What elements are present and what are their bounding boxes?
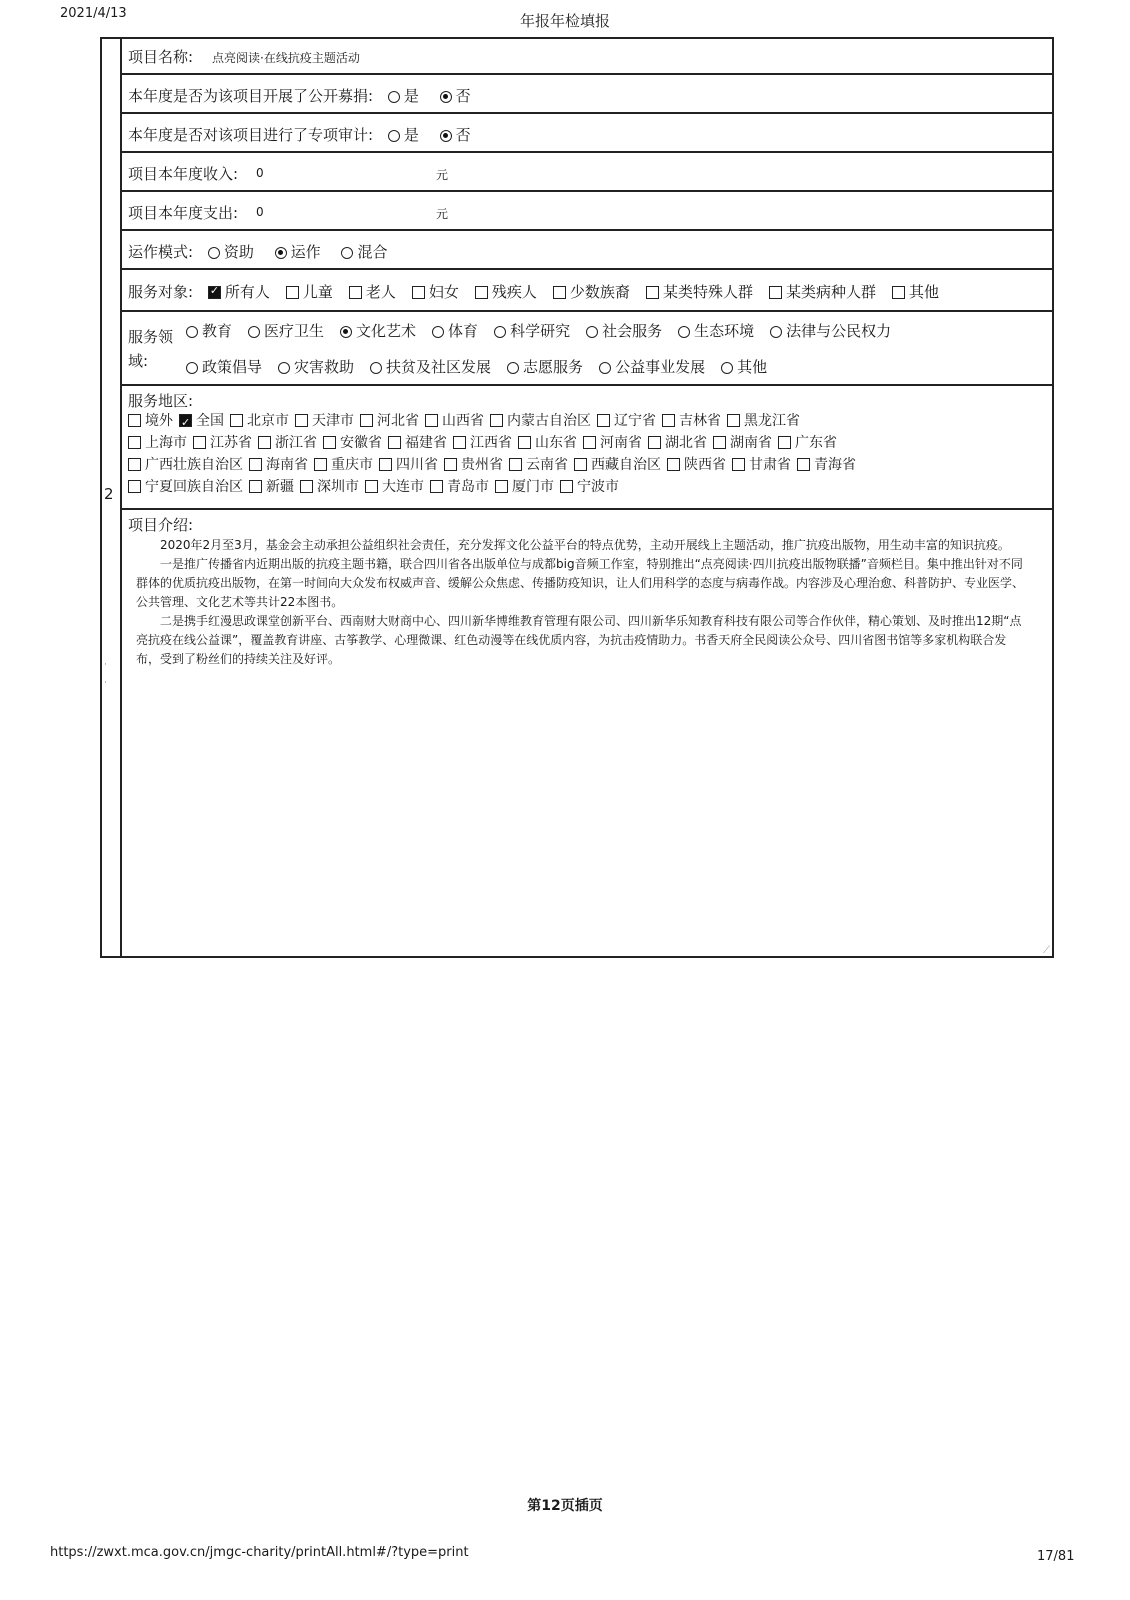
expense-currency: 元 bbox=[436, 207, 449, 221]
service-region-option[interactable]: 江西省 bbox=[451, 432, 512, 454]
region-line bbox=[126, 476, 1046, 498]
operation-mode-label: 运作模式: bbox=[128, 243, 194, 261]
service-region-option[interactable]: 重庆市 bbox=[312, 454, 373, 476]
service-region-option[interactable]: 山东省 bbox=[516, 432, 577, 454]
region-line bbox=[126, 454, 1046, 476]
checkbox-unchecked-icon bbox=[553, 286, 566, 299]
checkbox-unchecked-icon bbox=[314, 458, 327, 471]
introduction-paragraph: 二是携手红漫思政课堂创新平台、西南财大财商中心、四川新华博维教育管理有限公司、四川新华乐知教育科技有限公司等合作伙伴，精心策划、及时推出12期“点亮抗疫在线公益课”，覆盖教育讲座、古筝教学、心理微课、红色动漫等在线优质内容，为抗击疫情助力。书香天府全民阅读公众号、四川省图书馆等多家机构联合发布，受到了粉丝们的持续关注及好评。 bbox=[136, 614, 1022, 666]
service-area-option[interactable]: 公益事业发展 bbox=[589, 356, 705, 377]
service-region-option[interactable]: 宁夏回族自治区 bbox=[126, 476, 243, 498]
radio-unselected-icon bbox=[721, 362, 733, 374]
region-line bbox=[126, 410, 1046, 432]
service-area-option[interactable]: 文化艺术 bbox=[330, 320, 416, 341]
service-region-option[interactable]: 内蒙古自治区 bbox=[488, 410, 591, 432]
service-region-option[interactable]: 广东省 bbox=[776, 432, 837, 454]
checkbox-unchecked-icon bbox=[475, 286, 488, 299]
service-region-option[interactable]: 河南省 bbox=[581, 432, 642, 454]
radio-selected-icon bbox=[440, 130, 452, 142]
service-region-option[interactable]: 北京市 bbox=[228, 410, 289, 432]
row-number: 2 bbox=[104, 485, 114, 503]
checkbox-unchecked-icon bbox=[360, 414, 373, 427]
service-region-option[interactable]: 河北省 bbox=[358, 410, 419, 432]
checkbox-unchecked-icon bbox=[495, 480, 508, 493]
checkbox-unchecked-icon bbox=[249, 480, 262, 493]
service-region-option[interactable]: 宁波市 bbox=[558, 476, 619, 498]
page-title: 年报年检填报 bbox=[519, 12, 610, 30]
service-target-row bbox=[122, 270, 1054, 312]
project-name-label: 项目名称: bbox=[128, 48, 194, 66]
service-region-option[interactable]: 深圳市 bbox=[298, 476, 359, 498]
checkbox-unchecked-icon bbox=[128, 458, 141, 471]
service-target-option[interactable]: 妇女 bbox=[402, 281, 459, 302]
project-name-value: 点亮阅读·在线抗疫主题活动 bbox=[212, 51, 360, 65]
service-area-option[interactable]: 法律与公民权力 bbox=[760, 320, 891, 341]
service-region-option[interactable]: 云南省 bbox=[507, 454, 568, 476]
checkbox-unchecked-icon bbox=[662, 414, 675, 427]
checkbox-unchecked-icon bbox=[646, 286, 659, 299]
radio-selected-icon bbox=[440, 91, 452, 103]
service-region-option[interactable]: 天津市 bbox=[293, 410, 354, 432]
operation-mode-row bbox=[122, 231, 1054, 270]
service-region-option[interactable]: 湖南省 bbox=[711, 432, 772, 454]
service-region-row bbox=[122, 386, 1054, 510]
checkbox-unchecked-icon bbox=[560, 480, 573, 493]
public-fundraising-row bbox=[122, 75, 1054, 114]
service-region-option[interactable]: 海南省 bbox=[247, 454, 308, 476]
checkbox-unchecked-icon bbox=[509, 458, 522, 471]
service-target-option[interactable]: 儿童 bbox=[276, 281, 333, 302]
service-area-row bbox=[122, 312, 1054, 386]
checkbox-unchecked-icon bbox=[713, 436, 726, 449]
service-area-label-2: 域: bbox=[128, 352, 149, 370]
service-region-option[interactable]: 江苏省 bbox=[191, 432, 252, 454]
radio-unselected-icon bbox=[208, 247, 220, 259]
service-area-option[interactable]: 教育 bbox=[176, 320, 232, 341]
checkbox-checked-icon bbox=[179, 414, 192, 427]
radio-unselected-icon bbox=[432, 326, 444, 338]
radio-unselected-icon bbox=[370, 362, 382, 374]
checkbox-unchecked-icon bbox=[128, 480, 141, 493]
radio-unselected-icon bbox=[388, 130, 400, 142]
checkbox-unchecked-icon bbox=[444, 458, 457, 471]
checkbox-unchecked-icon bbox=[249, 458, 262, 471]
expense-value: 0 bbox=[256, 205, 264, 219]
operation-option-operating[interactable]: 运作 bbox=[265, 241, 321, 262]
service-area-option[interactable]: 志愿服务 bbox=[497, 356, 583, 377]
radio-unselected-icon bbox=[186, 326, 198, 338]
public-fundraising-yes[interactable]: 是 bbox=[378, 85, 419, 106]
checkbox-unchecked-icon bbox=[323, 436, 336, 449]
checkbox-unchecked-icon bbox=[518, 436, 531, 449]
service-region-option[interactable]: 山西省 bbox=[423, 410, 484, 432]
insert-page-label: 第12页插页 bbox=[527, 1498, 603, 1514]
checkbox-unchecked-icon bbox=[349, 286, 362, 299]
operation-option-mixed[interactable]: 混合 bbox=[331, 241, 387, 262]
service-region-option[interactable]: ✓ 全国 bbox=[177, 410, 224, 432]
public-fundraising-no[interactable]: 否 bbox=[430, 85, 471, 106]
public-fundraising-label: 本年度是否为该项目开展了公开募捐: bbox=[128, 87, 374, 105]
service-target-option[interactable]: 某类特殊人群 bbox=[636, 281, 753, 302]
service-target-label: 服务对象: bbox=[128, 283, 194, 301]
radio-selected-icon bbox=[340, 326, 352, 338]
radio-unselected-icon bbox=[599, 362, 611, 374]
service-region-option[interactable]: 四川省 bbox=[377, 454, 438, 476]
radio-unselected-icon bbox=[586, 326, 598, 338]
checkbox-unchecked-icon bbox=[230, 414, 243, 427]
special-audit-no[interactable]: 否 bbox=[430, 124, 471, 145]
checkbox-unchecked-icon bbox=[797, 458, 810, 471]
checkbox-checked-icon bbox=[208, 286, 221, 299]
operation-option-funding[interactable]: 资助 bbox=[198, 241, 254, 262]
radio-unselected-icon bbox=[248, 326, 260, 338]
checkbox-unchecked-icon bbox=[667, 458, 680, 471]
checkbox-unchecked-icon bbox=[648, 436, 661, 449]
service-region-option[interactable]: 境外 bbox=[126, 410, 173, 432]
checkbox-unchecked-icon bbox=[425, 414, 438, 427]
special-audit-label: 本年度是否对该项目进行了专项审计: bbox=[128, 126, 374, 144]
radio-unselected-icon bbox=[770, 326, 782, 338]
checkbox-unchecked-icon bbox=[379, 458, 392, 471]
service-area-option[interactable]: 其他 bbox=[711, 356, 767, 377]
service-area-option[interactable]: 体育 bbox=[422, 320, 478, 341]
service-region-option[interactable]: 西藏自治区 bbox=[572, 454, 661, 476]
service-region-option[interactable]: 吉林省 bbox=[660, 410, 721, 432]
checkbox-unchecked-icon bbox=[388, 436, 401, 449]
service-region-option[interactable]: 青海省 bbox=[795, 454, 856, 476]
service-region-option[interactable]: 贵州省 bbox=[442, 454, 503, 476]
introduction-label: 项目介绍: bbox=[128, 516, 194, 534]
service-target-option[interactable]: ✓ 所有人 bbox=[198, 281, 270, 302]
checkbox-unchecked-icon bbox=[892, 286, 905, 299]
service-target-option[interactable]: 残疾人 bbox=[465, 281, 537, 302]
service-region-option[interactable]: 新疆 bbox=[247, 476, 294, 498]
income-value: 0 bbox=[256, 166, 264, 180]
radio-selected-icon bbox=[275, 247, 287, 259]
service-region-option[interactable]: 福建省 bbox=[386, 432, 447, 454]
service-region-option[interactable]: 陕西省 bbox=[665, 454, 726, 476]
service-area-label-1: 服务领 bbox=[128, 328, 174, 346]
checkbox-unchecked-icon bbox=[574, 458, 587, 471]
checkbox-unchecked-icon bbox=[597, 414, 610, 427]
radio-unselected-icon bbox=[278, 362, 290, 374]
service-region-option[interactable]: 浙江省 bbox=[256, 432, 317, 454]
radio-unselected-icon bbox=[341, 247, 353, 259]
print-date: 2021/4/13 bbox=[60, 6, 127, 21]
service-region-option[interactable]: 黑龙江省 bbox=[725, 410, 800, 432]
service-area-option[interactable]: 灾害救助 bbox=[268, 356, 354, 377]
service-region-option[interactable]: 安徽省 bbox=[321, 432, 382, 454]
checkbox-unchecked-icon bbox=[300, 480, 313, 493]
checkbox-unchecked-icon bbox=[732, 458, 745, 471]
checkbox-unchecked-icon bbox=[412, 286, 425, 299]
introduction-row bbox=[122, 510, 1054, 958]
service-region-option[interactable]: 湖北省 bbox=[646, 432, 707, 454]
service-region-option[interactable]: 辽宁省 bbox=[595, 410, 656, 432]
margin-marks: · · bbox=[104, 660, 107, 688]
checkbox-unchecked-icon bbox=[453, 436, 466, 449]
service-target-option[interactable]: 老人 bbox=[339, 281, 396, 302]
service-target-option[interactable]: 少数族裔 bbox=[543, 281, 630, 302]
region-line bbox=[126, 432, 1046, 454]
service-region-option[interactable]: 上海市 bbox=[126, 432, 187, 454]
page-url: https://zwxt.mca.gov.cn/jmgc-charity/printAll.html#/?type=print bbox=[50, 1545, 469, 1560]
checkbox-unchecked-icon bbox=[365, 480, 378, 493]
service-area-option[interactable]: 科学研究 bbox=[484, 320, 570, 341]
checkbox-unchecked-icon bbox=[727, 414, 740, 427]
project-name-row bbox=[122, 37, 1054, 75]
service-region-label: 服务地区: bbox=[128, 392, 194, 410]
checkbox-unchecked-icon bbox=[583, 436, 596, 449]
introduction-text[interactable] bbox=[136, 536, 1026, 669]
checkbox-unchecked-icon bbox=[128, 414, 141, 427]
special-audit-row bbox=[122, 114, 1054, 153]
income-row bbox=[122, 153, 1054, 192]
service-area-option[interactable]: 政策倡导 bbox=[176, 356, 262, 377]
checkbox-unchecked-icon bbox=[286, 286, 299, 299]
checkbox-unchecked-icon bbox=[778, 436, 791, 449]
radio-unselected-icon bbox=[678, 326, 690, 338]
introduction-paragraph: 2020年2月至3月，基金会主动承担公益组织社会责任，充分发挥文化公益平台的特点优势，主动开展线上主题活动，推广抗疫出版物，用生动丰富的知识抗疫。 bbox=[160, 538, 1010, 552]
service-region-option[interactable]: 青岛市 bbox=[428, 476, 489, 498]
income-currency: 元 bbox=[436, 168, 449, 182]
expense-row bbox=[122, 192, 1054, 231]
service-area-option[interactable]: 生态环境 bbox=[668, 320, 754, 341]
page-number: 17/81 bbox=[1037, 1549, 1075, 1564]
expense-label: 项目本年度支出: bbox=[128, 204, 239, 222]
radio-unselected-icon bbox=[507, 362, 519, 374]
checkbox-unchecked-icon bbox=[128, 436, 141, 449]
radio-unselected-icon bbox=[186, 362, 198, 374]
service-region-option[interactable]: 厦门市 bbox=[493, 476, 554, 498]
introduction-paragraph: 一是推广传播省内近期出版的抗疫主题书籍，联合四川省各出版单位与成都big音频工作室，特别推出“点亮阅读·四川抗疫出版物联播”音频栏目。集中推出针对不同群体的优质抗疫出版物，在第一时间向大众发布权威声音、缓解公众焦虑、传播防疫知识，让人们用科学的态度与病毒作战。内容涉及心理治愈、科普防护、专业医学、公共管理、文化艺术等共计22本图书。 bbox=[136, 557, 1025, 609]
service-region-option[interactable]: 广西壮族自治区 bbox=[126, 454, 243, 476]
textarea-resize-handle[interactable]: ⟋ bbox=[1043, 945, 1050, 956]
checkbox-unchecked-icon bbox=[430, 480, 443, 493]
service-area-option[interactable]: 社会服务 bbox=[576, 320, 662, 341]
radio-unselected-icon bbox=[388, 91, 400, 103]
special-audit-yes[interactable]: 是 bbox=[378, 124, 419, 145]
checkbox-unchecked-icon bbox=[193, 436, 206, 449]
service-target-option[interactable]: 其他 bbox=[882, 281, 939, 302]
checkbox-unchecked-icon bbox=[769, 286, 782, 299]
service-area-option[interactable]: 医疗卫生 bbox=[238, 320, 324, 341]
radio-unselected-icon bbox=[494, 326, 506, 338]
checkbox-unchecked-icon bbox=[295, 414, 308, 427]
service-area-option[interactable]: 扶贫及社区发展 bbox=[360, 356, 491, 377]
service-region-option[interactable]: 甘肃省 bbox=[730, 454, 791, 476]
service-target-option[interactable]: 某类病种人群 bbox=[759, 281, 876, 302]
checkbox-unchecked-icon bbox=[258, 436, 271, 449]
service-region-option[interactable]: 大连市 bbox=[363, 476, 424, 498]
income-label: 项目本年度收入: bbox=[128, 165, 239, 183]
checkbox-unchecked-icon bbox=[490, 414, 503, 427]
